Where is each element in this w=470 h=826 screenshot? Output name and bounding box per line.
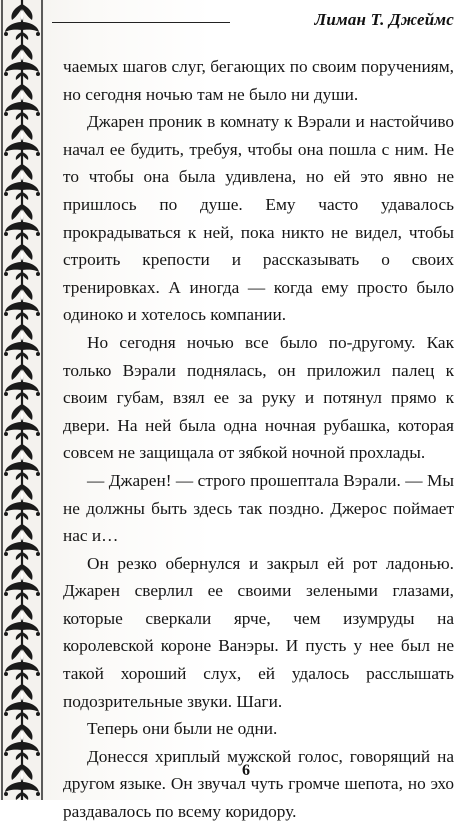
paragraph: Теперь они были не одни.	[87, 719, 278, 739]
paragraph: Но сегодня ночью все было по-другому. Как только Вэрали поднялась, он приложил палец к своим губам, взял ее за руку и потянул прямо к двери. На ней была одна ночная рубашка, которая совсем не защищала от зябкой ночной прохлады.	[63, 332, 454, 463]
header-rule	[52, 22, 230, 23]
page-number: 6	[242, 762, 250, 779]
paragraph: Он резко обернулся и закрыл ей рот ладонью. Джарен сверлил ее своими зелеными глазами, которые сверкали ярче, чем изумруды на королевской короне Ванэры. И пусть у нее был не такой хороший слух, ей удалось расслышать подозрительные звуки. Шаги.	[63, 553, 454, 711]
paragraph: — Джарен! — строго прошептала Вэрали. — Мы не должны быть здесь так поздно. Джерос поймает нас и…	[63, 470, 454, 546]
running-head-author: Лиман Т. Джеймс	[314, 10, 454, 29]
paragraph: чаемых шагов слуг, бегающих по своим поручениям, но сегодня ночью там не было ни души.	[63, 57, 454, 104]
paragraph: Джарен проник в комнату к Вэрали и настойчиво начал ее будить, требуя, чтобы она пошла с ним. Не то чтобы она была удивлена, но ей это явно не пришлось по душе. Ему часто удавалось прокрадываться к ней, пока никто не видел, чтобы строить крепости и рассказывать о своих тренировках. А иногда — когда ему просто было одиноко и хотелось компании.	[63, 112, 454, 325]
paragraph: Донесся хриплый мужской голос, говорящий на другом языке. Он звучал чуть громче шепота, но эхо раздавалось по всему коридору.	[63, 746, 454, 822]
floral-border-ornament	[0, 0, 44, 800]
body-text	[63, 53, 454, 826]
